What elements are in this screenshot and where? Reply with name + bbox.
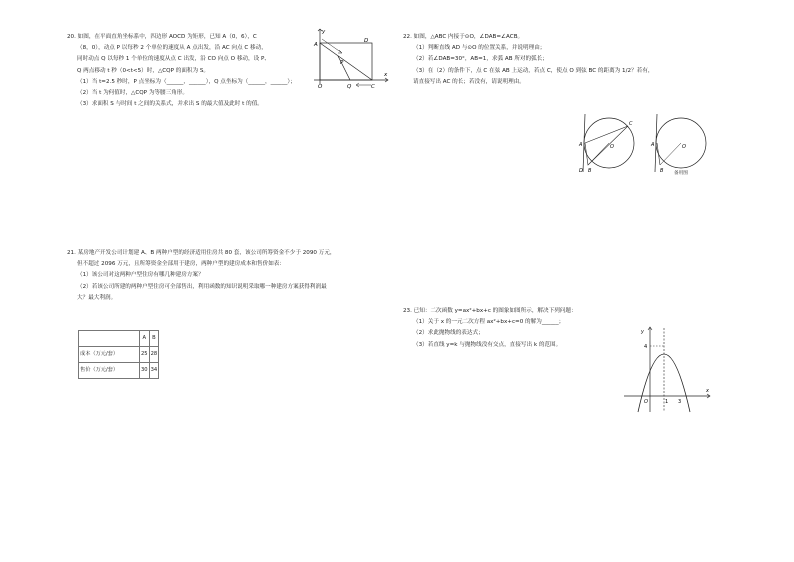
label-a: A bbox=[651, 142, 655, 148]
table-row bbox=[79, 363, 159, 379]
label-o: O bbox=[318, 84, 323, 90]
question-20 bbox=[67, 32, 296, 110]
tick-label-4: 4 bbox=[644, 344, 648, 350]
question-23-sub-2: （2）求此抛物线的表达式； bbox=[413, 330, 484, 337]
label-o: O bbox=[682, 144, 686, 150]
question-21-line-2: 但不超过 2096 万元，且所筹资金全部用于建房，两种户型的建房成本和售价如表： bbox=[77, 261, 285, 268]
table-header-cell bbox=[79, 331, 140, 347]
question-20-line-3: 同时动点 Q 以每秒 1 个单位的速度从点 C 出发，沿 CO 向点 O 移动，设 P、 bbox=[77, 56, 270, 63]
label-p: P bbox=[340, 60, 344, 66]
question-22-spare-figure bbox=[648, 112, 710, 174]
label-origin: O bbox=[644, 399, 648, 405]
question-22-sub-3b: 请直接写出 AC 的长；若没有，请说明理由。 bbox=[413, 78, 525, 85]
question-20-sub-2: （2）当 t 为何值时，△CQP 为等腰三角形。 bbox=[77, 90, 188, 97]
question-22-sub-3: （3）在（2）的条件下，点 C 在弦 AB 上运动，若点 C，使点 O 到弦 BC 的距离为 1/2？若有， bbox=[413, 67, 654, 74]
table-header-cell: B bbox=[149, 331, 159, 347]
question-23 bbox=[403, 306, 577, 351]
cost-price-table bbox=[78, 330, 159, 379]
line-ad bbox=[583, 114, 585, 172]
label-a: A bbox=[579, 142, 583, 148]
question-22-line-1: 22. 如图，△ABC 内接于⊙O，∠DAB=∠ACB。 bbox=[403, 34, 524, 40]
question-21-line-1: 21. 某房地产开发公司计划建 A、B 两种户型的经济适用住房共 80 套，该公司所筹资金不少于 2090 万元， bbox=[67, 250, 336, 256]
question-21-sub-1: （1）该公司对这两种户型住房有哪几种建房方案？ bbox=[77, 272, 204, 279]
question-20-sub-1: （1）当 t=2.5 秒时，P 点坐标为（______，______），Q 点坐标为（______，______）； bbox=[77, 78, 296, 85]
question-23-sub-1: （1）关于 x 的一元二次方程 ax²+bx+c=0 的解为______； bbox=[413, 319, 565, 326]
label-x: x bbox=[706, 388, 709, 394]
label-a: A bbox=[314, 42, 318, 48]
question-22-sub-1: （1）判断直线 AD 与⊙O 的位置关系，并说明理由； bbox=[413, 45, 546, 52]
question-23-line-1: 23. 已知：二次函数 y=ax²+bx+c 的图象如图所示，解决下列问题： bbox=[403, 308, 577, 314]
table-cell: 34 bbox=[149, 363, 159, 379]
label-d: D bbox=[579, 168, 583, 174]
table-header-row bbox=[79, 331, 159, 347]
question-22-figure bbox=[576, 112, 638, 174]
tick-label-1: 1 bbox=[665, 399, 669, 405]
question-22 bbox=[403, 32, 653, 88]
table-cell: 28 bbox=[149, 347, 159, 363]
parabola-graph bbox=[622, 324, 714, 414]
label-c: C bbox=[629, 121, 633, 127]
question-21-sub-2: （2）若该公司所建的两种户型住房可全部售出，利用函数的知识说明采取哪一种建房方案获得利润最 bbox=[77, 283, 327, 290]
spare-figure-caption: 备用图 bbox=[674, 171, 688, 176]
label-y: y bbox=[322, 29, 326, 35]
label-b: B bbox=[588, 168, 592, 174]
diagonal-ac bbox=[320, 43, 372, 80]
table-cell: 售价（万元/套） bbox=[79, 363, 140, 379]
label-y: y bbox=[641, 329, 644, 335]
label-c: C bbox=[371, 84, 375, 90]
table-cell: 30 bbox=[140, 363, 150, 379]
question-22-sub-2: （2）若∠DAB=30°，AB=1，求弧 AB 所对的弧长； bbox=[413, 56, 548, 63]
question-20-line-1: 20. 如图，在平面直角坐标系中，四边形 AOCD 为矩形，已知 A（0，6），C bbox=[67, 34, 257, 40]
label-b: B bbox=[660, 168, 664, 174]
table-header-cell: A bbox=[140, 331, 150, 347]
table-row bbox=[79, 347, 159, 363]
question-20-line-4: Q 两点移动 t 秒（0<t<5）时，△CQP 的面积为 S。 bbox=[77, 67, 210, 74]
question-20-figure bbox=[312, 26, 390, 92]
label-q: Q bbox=[347, 84, 352, 90]
question-20-line-2: （8，0），动点 P 以每秒 2 个单位的速度从 A 点出发，沿 AC 向点 C 移动， bbox=[77, 45, 267, 52]
label-o: O bbox=[610, 144, 614, 150]
table-cell: 成本（万元/套） bbox=[79, 347, 140, 363]
question-20-sub-3: （3）求面积 S 与时间 t 之间的关系式，并求出 S 的最大值及此时 t 的值。 bbox=[77, 101, 263, 108]
question-23-sub-3: （3）若直线 y=k 与抛物线没有交点，直接写出 k 的范围。 bbox=[413, 341, 562, 348]
question-21-sub-2b: 大？最大利润。 bbox=[77, 294, 117, 301]
label-x: x bbox=[384, 72, 388, 78]
tick-label-3: 3 bbox=[678, 399, 682, 405]
tangent-line bbox=[655, 114, 657, 172]
label-d: D bbox=[364, 38, 369, 44]
question-21 bbox=[67, 248, 336, 304]
table-cell: 25 bbox=[140, 347, 150, 363]
